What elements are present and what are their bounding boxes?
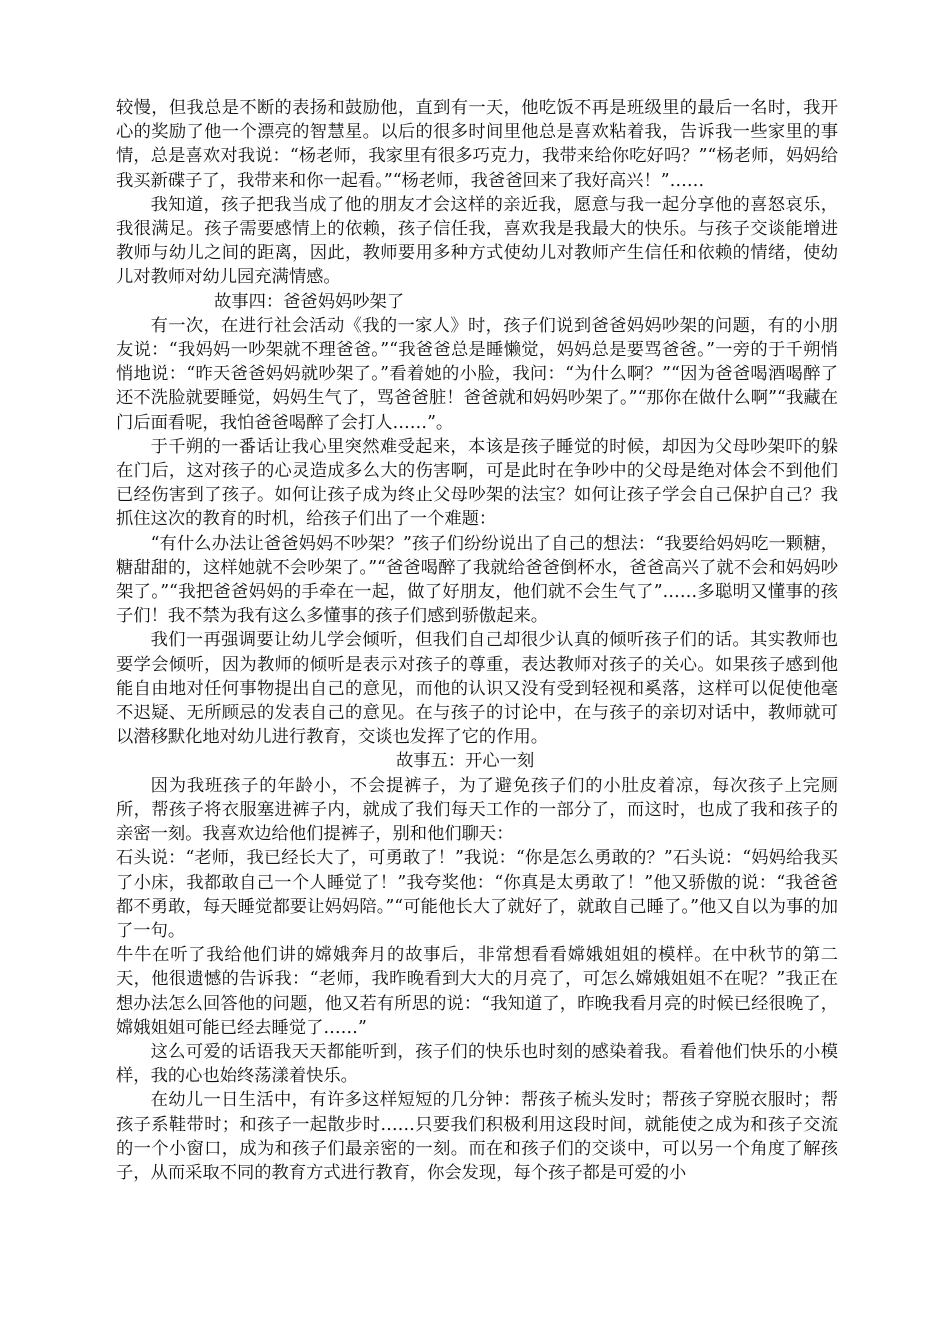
document-page (116, 96, 838, 1185)
paragraph-6: 我们一再强调要让幼儿学会倾听，但我们自己却很少认真的倾听孩子们的话。其实教师也要学会倾听，因为教师的倾听是表示对孩子的尊重，表达教师对孩子的关心。如果孩子感到他能自由地对任何事物提出自己的意见，而他的认识又没有受到轻视和奚落，这样可以促使他毫不迟疑、无所顾忌的发表自己的意见。在与孩子的讨论中，在与孩子的亲切对话中，教师就可以潜移默化地对幼儿进行教育，交谈也发挥了它的作用。 (116, 630, 838, 748)
paragraph-1: 较慢，但我总是不断的表扬和鼓励他，直到有一天，他吃饭不再是班级里的最后一名时，我开心的奖励了他一个漂亮的智慧星。以后的很多时间里他总是喜欢粘着我，告诉我一些家里的事情，总是喜欢对我说：“杨老师，我家里有很多巧克力，我带来给你吃好吗？”“杨老师，妈妈给我买新碟子了，我带来和你一起看。”“杨老师，我爸爸回来了我好高兴！”…… (116, 98, 838, 191)
paragraph-3: 有一次，在进行社会活动《我的一家人》时，孩子们说到爸爸妈妈吵架的问题，有的小朋友说：“我妈妈一吵架就不理爸爸。”“我爸爸总是睡懒觉，妈妈总是要骂爸爸。”一旁的于千朔悄悄地说：“昨天爸爸妈妈就吵架了。”看着她的小脸，我问：“为什么啊？”“因为爸爸喝酒喝醉了还不洗脸就要睡觉，妈妈生气了，骂爸爸脏！爸爸就和妈妈吵架了。”“那你在做什么啊”“我藏在门后面看呢，我怕爸爸喝醉了会打人……”。 (116, 315, 838, 433)
paragraph-10: 这么可爱的话语我天天都能听到，孩子们的快乐也时刻的感染着我。看着他们快乐的小模样，我的心也始终荡漾着快乐。 (116, 1041, 838, 1087)
paragraph-7: 因为我班孩子的年龄小，不会提裤子，为了避免孩子们的小肚皮着凉，每次孩子上完厕所，帮孩子将衣服塞进裤子内，就成了我们每天工作的一部分了，而这时，也成了我和孩子的亲密一刻。我喜欢边给他们提裤子，别和他们聊天： (116, 775, 838, 845)
paragraph-4: 于千朔的一番话让我心里突然难受起来，本该是孩子睡觉的时候，却因为父母吵架吓的躲在门后，这对孩子的心灵造成多么大的伤害啊，可是此时在争吵中的父母是绝对体会不到他们已经伤害到了孩子。如何让孩子成为终止父母吵架的法宝？如何让孩子学会自己保护自己？我抓住这次的教育的时机，给孩子们出了一个难题： (116, 436, 838, 530)
paragraph-11: 在幼儿一日生活中，有许多这样短短的几分钟：帮孩子梳头发时；帮孩子穿脱衣服时；帮孩子系鞋带时；和孩子一起散步时……只要我们积极利用这段时间，就能使之成为和孩子交流的一个小窗口，成为和孩子们最亲密的一刻。而在和孩子们的交谈中，可以另一个角度了解孩子，从而采取不同的教育方式进行教育，你会发现，每个孩子都是可爱的小 (116, 1090, 838, 1183)
paragraph-9: 牛牛在听了我给他们讲的嫦娥奔月的故事后，非常想看看嫦娥姐姐的模样。在中秋节的第二天，他很遗憾的告诉我：“老师，我昨晚看到大大的月亮了，可怎么嫦娥姐姐不在呢？”我正在想办法怎么回答他的问题，他又若有所思的说：“我知道了，昨晚我看月亮的时候已经很晚了，嫦娥姐姐可能已经去睡觉了……” (116, 945, 838, 1038)
story-5-heading: 故事五：开心一刻 (396, 751, 535, 772)
paragraph-8: 石头说：“老师，我已经长大了，可勇敢了！”我说：“你是怎么勇敢的？”石头说：“妈妈给我买了小床，我都敢自己一个人睡觉了！”我夸奖他：“你真是太勇敢了！”他又骄傲的说：“我爸爸都不勇敢，每天睡觉都要让妈妈陪。”“可能他长大了就好了，就敢自己睡了。”他又自以为事的加了一句。 (116, 848, 838, 941)
paragraph-5: “有什么办法让爸爸妈妈不吵架？”孩子们纷纷说出了自己的想法：“我要给妈妈吃一颗糖，糖甜甜的，这样她就不会吵架了。”“爸爸喝醉了我就给爸爸倒杯水，爸爸高兴了就不会和妈妈吵架了。”“我把爸爸妈妈的手牵在一起，做了好朋友，他们就不会生气了”……多聪明又懂事的孩子们！我不禁为我有这么多懂事的孩子们感到骄傲起来。 (116, 533, 838, 627)
story-4-heading: 故事四：爸爸妈妈吵架了 (214, 291, 405, 312)
paragraph-2: 我知道，孩子把我当成了他的朋友才会这样的亲近我，愿意与我一起分享他的喜怒哀乐，我很满足。孩子需要感情上的依赖，孩子信任我，喜欢我是我最大的快乐。与孩子交谈能增进教师与幼儿之间的距离，因此，教师要用多种方式使幼儿对教师产生信任和依赖的情绪，使幼儿对教师对幼儿园充满情感。 (116, 194, 838, 288)
